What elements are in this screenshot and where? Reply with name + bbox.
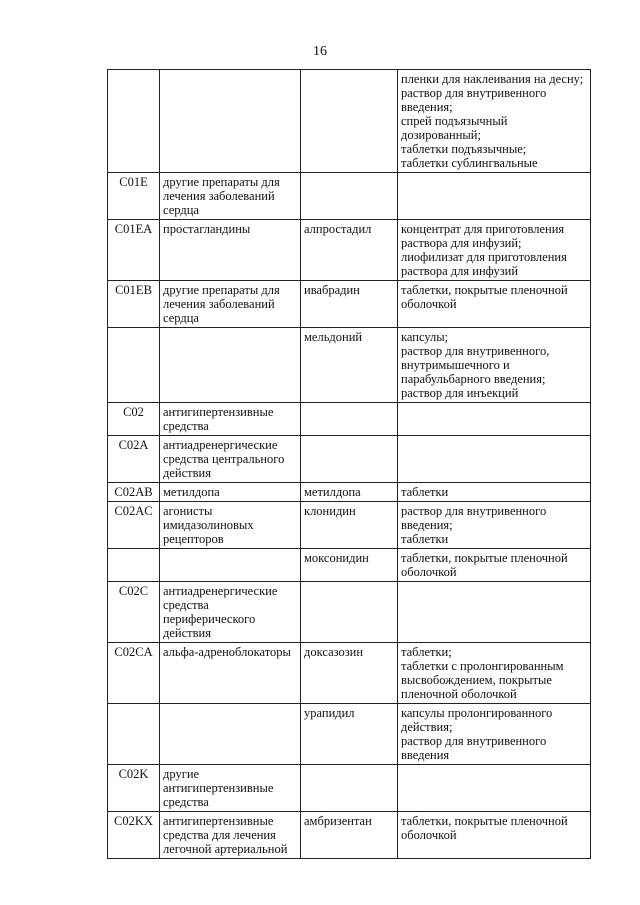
table-row <box>108 403 591 436</box>
substance-name-line: ивабрадин <box>304 283 360 297</box>
group-cell <box>160 812 301 859</box>
group-cell <box>160 483 301 502</box>
dosage-form-line: капсулы пролонгированного <box>401 706 553 720</box>
substance-cell <box>301 436 398 483</box>
group-name-line: средства центрального <box>163 452 285 466</box>
group-name-line: агонисты <box>163 504 213 518</box>
group-name-line: сердца <box>163 203 199 217</box>
forms-cell <box>398 220 591 281</box>
substance-cell <box>301 70 398 173</box>
dosage-form-line: введения; <box>401 100 453 114</box>
table-row <box>108 220 591 281</box>
dosage-form-line: раствор для внутривенного, <box>401 344 550 358</box>
group-name-line: рецепторов <box>163 532 224 546</box>
dosage-form-line: раствора для инфузий; <box>401 236 522 250</box>
group-cell <box>160 220 301 281</box>
group-name-line: действия <box>163 626 211 640</box>
atc-code: C02KX <box>114 814 153 828</box>
atc-code: C01E <box>119 175 148 189</box>
forms-cell <box>398 403 591 436</box>
atc-code-cell <box>108 765 160 812</box>
substance-name-line: амбризентан <box>304 814 372 828</box>
substance-name-line: доксазозин <box>304 645 364 659</box>
forms-cell <box>398 70 591 173</box>
table-row <box>108 704 591 765</box>
group-name-line: антиадренергические <box>163 584 278 598</box>
dosage-form-line: оболочкой <box>401 565 457 579</box>
substance-cell <box>301 643 398 704</box>
dosage-form-line: таблетки с пролонгированным <box>401 659 564 673</box>
group-cell <box>160 70 301 173</box>
atc-code-cell <box>108 403 160 436</box>
group-name-line: действия <box>163 466 211 480</box>
substance-cell <box>301 582 398 643</box>
atc-code-cell <box>108 220 160 281</box>
dosage-form-line: раствор для внутривенного <box>401 86 547 100</box>
group-cell <box>160 328 301 403</box>
atc-code-cell <box>108 70 160 173</box>
substance-cell <box>301 173 398 220</box>
dosage-form-line: пленки для наклеивания на десну; <box>401 72 584 86</box>
table-row <box>108 328 591 403</box>
group-name-line: легочной артериальной <box>163 842 288 856</box>
table-row <box>108 549 591 582</box>
table-row <box>108 173 591 220</box>
group-name-line: средства для лечения <box>163 828 276 842</box>
atc-code-cell <box>108 173 160 220</box>
group-name-line: средства <box>163 795 209 809</box>
group-name-line: альфа-адреноблокаторы <box>163 645 291 659</box>
dosage-form-line: таблетки, покрытые пленочной <box>401 551 568 565</box>
dosage-form-line: введения; <box>401 518 453 532</box>
dosage-form-line: таблетки; <box>401 645 452 659</box>
group-cell <box>160 436 301 483</box>
dosage-form-line: таблетки подъязычные; <box>401 142 527 156</box>
group-name-line: метилдопа <box>163 485 220 499</box>
dosage-form-line: таблетки <box>401 485 449 499</box>
atc-code: C02K <box>118 767 149 781</box>
group-cell <box>160 643 301 704</box>
dosage-form-line: оболочкой <box>401 297 457 311</box>
atc-code-cell <box>108 502 160 549</box>
forms-cell <box>398 173 591 220</box>
atc-code-cell <box>108 582 160 643</box>
atc-code-cell <box>108 643 160 704</box>
forms-cell <box>398 436 591 483</box>
dosage-form-line: действия; <box>401 720 453 734</box>
substance-name-line: урапидил <box>304 706 355 720</box>
atc-code-cell <box>108 328 160 403</box>
forms-cell <box>398 328 591 403</box>
forms-cell <box>398 502 591 549</box>
group-name-line: лечения заболеваний <box>163 297 275 311</box>
group-cell <box>160 549 301 582</box>
group-name-line: простагландины <box>163 222 251 236</box>
forms-cell <box>398 549 591 582</box>
substance-cell <box>301 281 398 328</box>
atc-code: C02C <box>118 584 149 598</box>
substance-name-line: клонидин <box>304 504 356 518</box>
atc-code-cell <box>108 281 160 328</box>
atc-code: C02AB <box>114 485 153 499</box>
forms-cell <box>398 812 591 859</box>
substance-cell <box>301 328 398 403</box>
dosage-form-line: таблетки <box>401 532 449 546</box>
atc-code-cell <box>108 704 160 765</box>
page-number: 16 <box>313 44 327 59</box>
atc-code-cell <box>108 549 160 582</box>
group-name-line: сердца <box>163 311 199 325</box>
substance-cell <box>301 220 398 281</box>
atc-code: C02 <box>123 405 144 419</box>
table-row <box>108 812 591 859</box>
forms-cell <box>398 483 591 502</box>
group-name-line: другие <box>163 767 200 781</box>
group-cell <box>160 502 301 549</box>
substance-cell <box>301 502 398 549</box>
forms-cell <box>398 281 591 328</box>
group-cell <box>160 281 301 328</box>
atc-code: C02CA <box>114 645 153 659</box>
dosage-form-line: дозированный; <box>401 128 481 142</box>
table-row <box>108 281 591 328</box>
dosage-form-line: раствор для инъекций <box>401 386 519 400</box>
dosage-form-line: спрей подъязычный <box>401 114 508 128</box>
group-name-line: антиадренергические <box>163 438 278 452</box>
substance-cell <box>301 549 398 582</box>
atc-code: C02A <box>118 438 149 452</box>
table-row <box>108 765 591 812</box>
dosage-form-line: высвобождением, покрытые <box>401 673 552 687</box>
group-cell <box>160 765 301 812</box>
dosage-form-line: раствор для внутривенного <box>401 504 547 518</box>
dosage-form-line: капсулы; <box>401 330 449 344</box>
dosage-form-line: таблетки сублингвальные <box>401 156 538 170</box>
dosage-form-line: внутримышечного и <box>401 358 510 372</box>
group-cell <box>160 582 301 643</box>
substance-cell <box>301 704 398 765</box>
group-cell <box>160 403 301 436</box>
dosage-form-line: раствор для внутривенного <box>401 734 547 748</box>
group-name-line: антигипертензивные <box>163 781 274 795</box>
table-row <box>108 70 591 173</box>
group-cell <box>160 173 301 220</box>
group-cell <box>160 704 301 765</box>
atc-code: C01EA <box>114 222 153 236</box>
table-row <box>108 643 591 704</box>
substance-cell <box>301 403 398 436</box>
substance-name-line: алпростадил <box>304 222 372 236</box>
atc-code-cell <box>108 483 160 502</box>
dosage-form-line: раствора для инфузий <box>401 264 519 278</box>
group-name-line: периферического <box>163 612 256 626</box>
drug-table <box>107 69 591 859</box>
substance-cell <box>301 812 398 859</box>
substance-cell <box>301 765 398 812</box>
forms-cell <box>398 643 591 704</box>
atc-code-cell <box>108 812 160 859</box>
forms-cell <box>398 765 591 812</box>
dosage-form-line: пленочной оболочкой <box>401 687 517 701</box>
table-row <box>108 502 591 549</box>
dosage-form-line: парабульбарного введения; <box>401 372 546 386</box>
atc-code-cell <box>108 436 160 483</box>
atc-code: C02AC <box>114 504 153 518</box>
table-row <box>108 436 591 483</box>
group-name-line: другие препараты для <box>163 175 280 189</box>
group-name-line: другие препараты для <box>163 283 280 297</box>
group-name-line: средства <box>163 419 209 433</box>
substance-name-line: мельдоний <box>304 330 363 344</box>
dosage-form-line: таблетки, покрытые пленочной <box>401 814 568 828</box>
substance-name-line: метилдопа <box>304 485 361 499</box>
table-row <box>108 582 591 643</box>
group-name-line: средства <box>163 598 209 612</box>
dosage-form-line: таблетки, покрытые пленочной <box>401 283 568 297</box>
table-body <box>108 70 591 859</box>
group-name-line: антигипертензивные <box>163 814 274 828</box>
group-name-line: лечения заболеваний <box>163 189 275 203</box>
substance-cell <box>301 483 398 502</box>
table-row <box>108 483 591 502</box>
dosage-form-line: лиофилизат для приготовления <box>401 250 567 264</box>
atc-code: C01EB <box>115 283 152 297</box>
dosage-form-line: концентрат для приготовления <box>401 222 565 236</box>
group-name-line: антигипертензивные <box>163 405 274 419</box>
forms-cell <box>398 704 591 765</box>
group-name-line: имидазолиновых <box>163 518 254 532</box>
forms-cell <box>398 582 591 643</box>
dosage-form-line: оболочкой <box>401 828 457 842</box>
substance-name-line: моксонидин <box>304 551 369 565</box>
dosage-form-line: введения <box>401 748 450 762</box>
